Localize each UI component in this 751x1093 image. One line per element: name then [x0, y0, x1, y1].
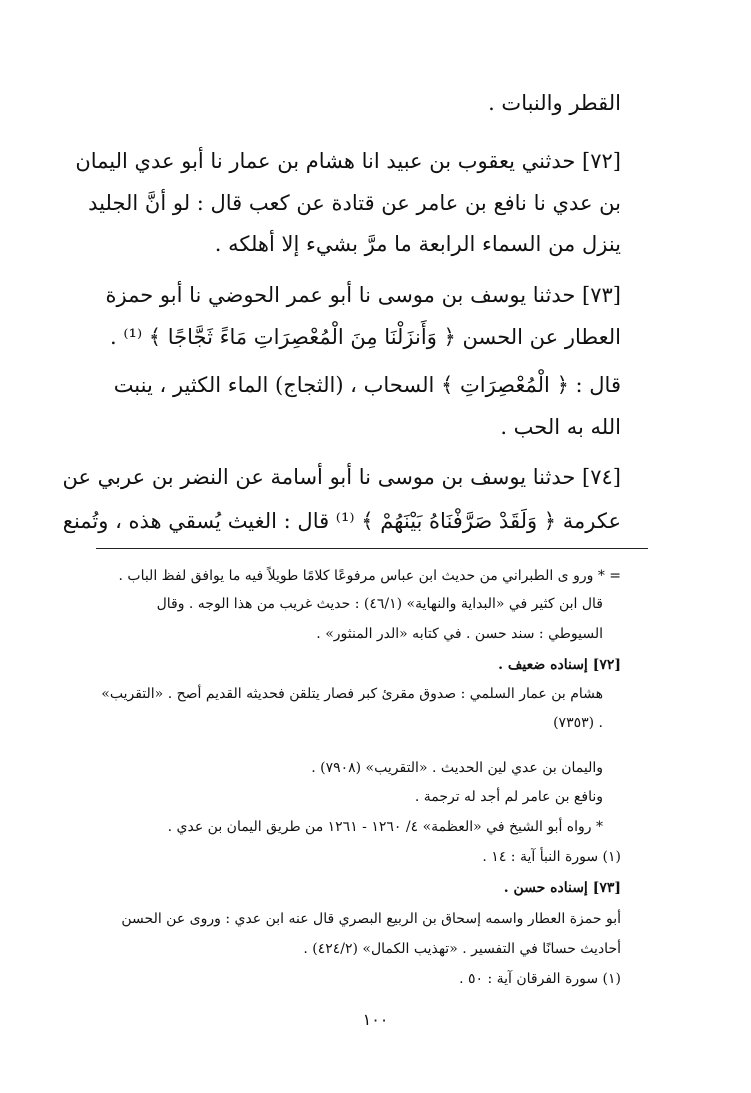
- main-text-line: [٧٢] حدثني يعقوب بن عبيد انا هشام بن عمار نا أبو عدي اليمان: [75, 149, 621, 173]
- footnote-line: (١) سورة الفرقان آية : ٥٠ .: [459, 971, 621, 987]
- main-text-line: [٧٤] حدثنا يوسف بن موسى نا أبو أسامة عن النضر بن عربي عن: [62, 465, 621, 489]
- main-text-line: الله به الحب .: [500, 415, 621, 439]
- footnote-heading: [٧٢] إسناده ضعيف .: [498, 657, 621, 673]
- main-text-line: قال : ﴿ الْمُعْصِرَاتِ ﴾ السحاب ، (الثجاج) الماء الكثير ، ينبت: [113, 373, 621, 397]
- footnote-line: قال ابن كثير في «البداية والنهاية» (٤٦/١) : حديث غريب من هذا الوجه . وقال: [156, 596, 603, 612]
- footnote-line: = * ورو ى الطبراني من حديث ابن عباس مرفوعًا كلامًا طويلاً فيه ما يوافق لفظ الباب .: [118, 568, 621, 584]
- footnote-line: أحاديث حسانًا في التفسير . «تهذيب الكمال» (٤٢٤/٢) .: [303, 941, 621, 957]
- footnote-line: هشام بن عمار السلمي : صدوق مقرئ كبر فصار يتلقن فحديثه القديم أصح . «التقريب»: [101, 686, 603, 702]
- footnote-line: * رواه أبو الشيخ في «العظمة» ٤/ ١٢٦٠ - ١٢٦١ من طريق اليمان بن عدي .: [167, 819, 603, 835]
- footnote-line: أبو حمزة العطار واسمه إسحاق بن الربيع البصري قال عنه ابن عدي : وروى عن الحسن: [121, 911, 621, 927]
- footnote-line: واليمان بن عدي لين الحديث . «التقريب» (٧٩٠٨) .: [311, 760, 603, 776]
- page-number: ١٠٠: [362, 1010, 389, 1029]
- footnote-divider: [96, 548, 648, 549]
- main-text-line: القطر والنبات .: [488, 91, 621, 115]
- footnote-line: (١) سورة النبأ آية : ١٤ .: [482, 849, 621, 865]
- main-text-line: ينزل من السماء الرابعة ما مرَّ بشيء إلا أهلكه .: [214, 232, 621, 256]
- main-text-line: العطار عن الحسن ﴿ وَأَنزَلْنَا مِنَ الْمُعْصِرَاتِ مَاءً ثَجَّاجًا ﴾ ⁽¹⁾ .: [110, 325, 621, 349]
- footnote-line: ونافع بن عامر لم أجد له ترجمة .: [414, 789, 603, 805]
- main-text-line: [٧٣] حدثنا يوسف بن موسى نا أبو عمر الحوضي نا أبو حمزة: [105, 283, 621, 307]
- footnote-heading: [٧٣] إسناده حسن .: [503, 880, 621, 896]
- footnote-line: السيوطي : سند حسن . في كتابه «الدر المنثور» .: [316, 626, 603, 642]
- main-text-line: بن عدي نا نافع بن عامر عن قتادة عن كعب قال : لو أنَّ الجليد: [88, 191, 621, 215]
- main-text-line: عكرمة ﴿ وَلَقَدْ صَرَّفْنَاهُ بَيْنَهُمْ ﴾ ⁽¹⁾ قال : الغيث يُسقي هذه ، وتُمنع: [62, 509, 621, 533]
- footnote-line: (٧٣٥٣) .: [553, 715, 603, 731]
